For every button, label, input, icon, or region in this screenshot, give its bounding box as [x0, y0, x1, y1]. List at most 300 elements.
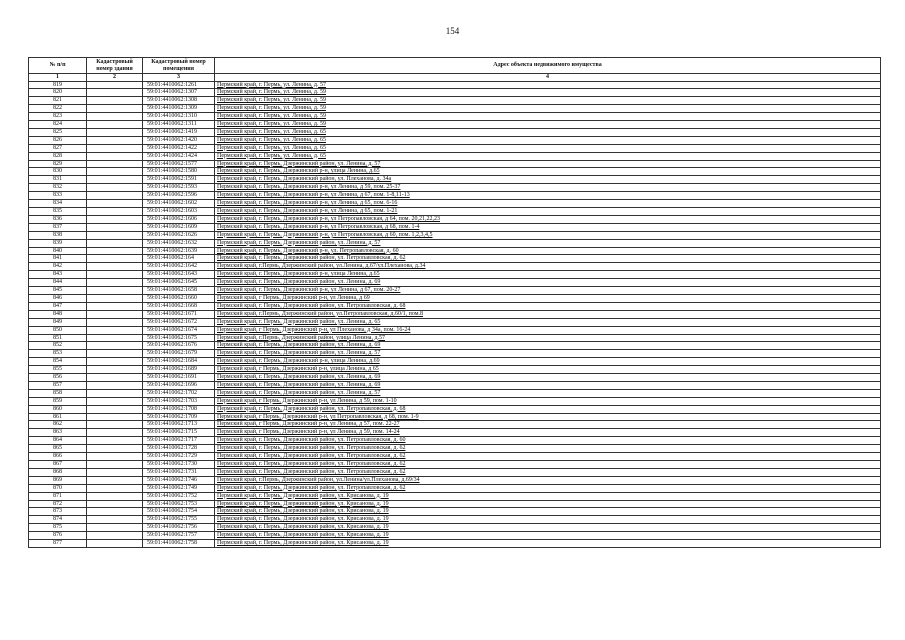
- premises-cadastral-cell: 59:01:4410062:1609: [143, 223, 215, 231]
- building-cadastral-cell: [87, 476, 143, 484]
- building-cadastral-cell: [87, 263, 143, 271]
- row-number: 827: [29, 144, 87, 152]
- row-number: 841: [29, 255, 87, 263]
- premises-cadastral-cell: 59:01:4410062:1419: [143, 128, 215, 136]
- building-cadastral-cell: [87, 366, 143, 374]
- table-row: [29, 215, 881, 223]
- premises-cadastral-cell: 59:01:4410062:1671: [143, 310, 215, 318]
- row-number: 819: [29, 81, 87, 89]
- address-cell: Пермский край, г. Пермь, ул. Ленина, д. 59: [215, 97, 881, 105]
- table-row: [29, 152, 881, 160]
- premises-cadastral-cell: 59:01:4410062:1420: [143, 136, 215, 144]
- premises-cadastral-cell: 59:01:4410062:1591: [143, 176, 215, 184]
- table-row: [29, 136, 881, 144]
- address-cell: Пермский край, г.Пермь, Дзержинский район, ул.Петропавловская, д.60/1, пом.8: [215, 310, 881, 318]
- premises-cadastral-cell: 59:01:4410062:1696: [143, 381, 215, 389]
- row-number: 824: [29, 121, 87, 129]
- table-row: [29, 287, 881, 295]
- building-cadastral-cell: [87, 176, 143, 184]
- address-cell: Пермский край, г. Пермь, Дзержинский р-н, улица Ленина, д.69: [215, 358, 881, 366]
- table-row: [29, 247, 881, 255]
- header-number: № п/п: [29, 58, 87, 74]
- premises-cadastral-cell: 59:01:4410062:1261: [143, 81, 215, 89]
- row-number: 843: [29, 271, 87, 279]
- row-number: 840: [29, 247, 87, 255]
- building-cadastral-cell: [87, 231, 143, 239]
- table-row: [29, 144, 881, 152]
- address-cell: Пермский край, г. Пермь, Дзержинский р-н, улица Ленина, д.65: [215, 271, 881, 279]
- building-cadastral-cell: [87, 484, 143, 492]
- row-number: 850: [29, 326, 87, 334]
- address-cell: Пермский край, г Пермь, Дзержинский р-н, ул Петропавловская, д 68, пом. 1-9: [215, 413, 881, 421]
- premises-cadastral-cell: 59:01:4410062:1606: [143, 215, 215, 223]
- premises-cadastral-cell: 59:01:4410062:1728: [143, 445, 215, 453]
- building-cadastral-cell: [87, 160, 143, 168]
- premises-cadastral-cell: 59:01:4410062:1746: [143, 476, 215, 484]
- row-number: 861: [29, 413, 87, 421]
- building-cadastral-cell: [87, 192, 143, 200]
- building-cadastral-cell: [87, 500, 143, 508]
- table-row: [29, 429, 881, 437]
- table-row: [29, 271, 881, 279]
- premises-cadastral-cell: 59:01:4410062:1422: [143, 144, 215, 152]
- premises-cadastral-cell: 59:01:4410062:1702: [143, 389, 215, 397]
- row-number: 860: [29, 405, 87, 413]
- building-cadastral-cell: [87, 540, 143, 548]
- table-row: [29, 310, 881, 318]
- address-cell: Пермский край, г. Пермь, Дзержинский район, ул. Петропавловская, д. 60: [215, 437, 881, 445]
- page-number: 154: [445, 26, 460, 36]
- premises-cadastral-cell: 59:01:4410062:1626: [143, 231, 215, 239]
- table-row: [29, 208, 881, 216]
- building-cadastral-cell: [87, 492, 143, 500]
- building-cadastral-cell: [87, 461, 143, 469]
- row-number: 828: [29, 152, 87, 160]
- address-cell: Пермский край, г. Пермь, ул. Ленина, д. 59: [215, 89, 881, 97]
- row-number: 857: [29, 381, 87, 389]
- building-cadastral-cell: [87, 445, 143, 453]
- row-number: 859: [29, 397, 87, 405]
- row-number: 876: [29, 532, 87, 540]
- premises-cadastral-cell: 59:01:4410062:1639: [143, 247, 215, 255]
- premises-cadastral-cell: 59:01:4410062:1596: [143, 192, 215, 200]
- building-cadastral-cell: [87, 89, 143, 97]
- premises-cadastral-cell: 59:01:4410062:1731: [143, 468, 215, 476]
- address-cell: Пермский край, г. Пермь, Дзержинский район, ул. Крисанова, д. 19: [215, 540, 881, 548]
- premises-cadastral-cell: 59:01:4410062:1709: [143, 413, 215, 421]
- building-cadastral-cell: [87, 334, 143, 342]
- building-cadastral-cell: [87, 358, 143, 366]
- address-cell: Пермский край, г. Пермь, Дзержинский район, ул. Крисанова, д. 19: [215, 524, 881, 532]
- row-number: 851: [29, 334, 87, 342]
- row-number: 853: [29, 350, 87, 358]
- row-number: 874: [29, 516, 87, 524]
- row-number: 873: [29, 508, 87, 516]
- table-row: [29, 184, 881, 192]
- address-cell: Пермский край, г. Пермь, Дзержинский р-н, ул Ленина, д 59, пом. 25-37: [215, 184, 881, 192]
- row-number: 855: [29, 366, 87, 374]
- address-cell: Пермский край, г. Пермь, Дзержинский р-н, улица Ленина, д.65: [215, 168, 881, 176]
- address-cell: Пермский край, г. Пермь, Дзержинский район, ул. Крисанова, д. 19: [215, 492, 881, 500]
- row-number: 854: [29, 358, 87, 366]
- premises-cadastral-cell: 59:01:4410062:1668: [143, 302, 215, 310]
- address-cell: Пермский край, г Пермь, Дзержинский р-н, ул Плеханова, д 34а, пом. 16-24: [215, 326, 881, 334]
- address-cell: Пермский край, г.Пермь, Дзержинский район, ул.Ленина, д.67/ул.Плеханова, д.34: [215, 263, 881, 271]
- row-number: 871: [29, 492, 87, 500]
- building-cadastral-cell: [87, 105, 143, 113]
- address-cell: Пермский край, г. Пермь, Дзержинский р-н, ул Петропавловская, д 60, пом. 1,2,3,4,5: [215, 231, 881, 239]
- table-row: [29, 302, 881, 310]
- building-cadastral-cell: [87, 215, 143, 223]
- premises-cadastral-cell: 59:01:4410062:1757: [143, 532, 215, 540]
- building-cadastral-cell: [87, 144, 143, 152]
- address-cell: Пермский край, г. Пермь, Дзержинский район, ул. Крисанова, д. 19: [215, 508, 881, 516]
- table-row: [29, 121, 881, 129]
- address-cell: Пермский край, г. Пермь, Дзержинский р-н, ул Ленина, д 67, пом. 1-8,11-13: [215, 192, 881, 200]
- table-row: [29, 200, 881, 208]
- table-row: [29, 223, 881, 231]
- building-cadastral-cell: [87, 429, 143, 437]
- table-row: [29, 168, 881, 176]
- row-number: 862: [29, 421, 87, 429]
- table-body: [29, 81, 881, 547]
- building-cadastral-cell: [87, 524, 143, 532]
- building-cadastral-cell: [87, 271, 143, 279]
- premises-cadastral-cell: 59:01:4410062:1754: [143, 508, 215, 516]
- address-cell: Пермский край, г. Пермь, Дзержинский район, ул. Ленина, д. 65: [215, 318, 881, 326]
- building-cadastral-cell: [87, 516, 143, 524]
- table-row: [29, 389, 881, 397]
- table-row: [29, 437, 881, 445]
- address-cell: Пермский край, г. Пермь, Дзержинский район, ул. Ленина, д. 57: [215, 239, 881, 247]
- table-row: [29, 508, 881, 516]
- premises-cadastral-cell: 59:01:4410062:1756: [143, 524, 215, 532]
- row-number: 869: [29, 476, 87, 484]
- premises-cadastral-cell: 59:01:4410062:1674: [143, 326, 215, 334]
- address-cell: Пермский край, г. Пермь, Дзержинский район, ул. Петропавловская, д. 62: [215, 468, 881, 476]
- row-number: 825: [29, 128, 87, 136]
- building-cadastral-cell: [87, 421, 143, 429]
- header-building-cadastral: Кадастровый номер здания: [87, 58, 143, 74]
- premises-cadastral-cell: 59:01:4410062:1684: [143, 358, 215, 366]
- premises-cadastral-cell: 59:01:4410062:1730: [143, 461, 215, 469]
- table-row: [29, 397, 881, 405]
- row-number: 837: [29, 223, 87, 231]
- building-cadastral-cell: [87, 397, 143, 405]
- building-cadastral-cell: [87, 350, 143, 358]
- building-cadastral-cell: [87, 381, 143, 389]
- table-row: [29, 445, 881, 453]
- table-row: [29, 468, 881, 476]
- row-number: 821: [29, 97, 87, 105]
- premises-cadastral-cell: 59:01:4410062:1717: [143, 437, 215, 445]
- address-cell: Пермский край, г. Пермь, Дзержинский район, ул. Ленина, д. 69: [215, 342, 881, 350]
- row-number: 848: [29, 310, 87, 318]
- premises-cadastral-cell: 59:01:4410062:1642: [143, 263, 215, 271]
- premises-cadastral-cell: 59:01:4410062:1577: [143, 160, 215, 168]
- table-row: [29, 421, 881, 429]
- header-address: Адрес объекта недвижимого имущества: [215, 58, 881, 74]
- address-cell: Пермский край, г Пермь, Дзержинский р-н, ул Ленина, д 57, пом. 22-27: [215, 421, 881, 429]
- address-cell: Пермский край, г. Пермь, Дзержинский район, ул. Ленина, д. 57: [215, 389, 881, 397]
- address-cell: Пермский край, г. Пермь, Дзержинский район, ул. Крисанова, д. 19: [215, 532, 881, 540]
- table-row: [29, 105, 881, 113]
- table-row: [29, 160, 881, 168]
- row-number: 823: [29, 113, 87, 121]
- row-number: 867: [29, 461, 87, 469]
- address-cell: Пермский край, г. Пермь, ул. Ленина, д. 65: [215, 152, 881, 160]
- row-number: 831: [29, 176, 87, 184]
- building-cadastral-cell: [87, 168, 143, 176]
- address-cell: Пермский край, г. Пермь, Дзержинский район, ул. Петропавловская, д. 68: [215, 302, 881, 310]
- address-cell: Пермский край, г. Пермь, Дзержинский р-н, ул. Петропавловская, д. 60: [215, 247, 881, 255]
- table-row: [29, 476, 881, 484]
- building-cadastral-cell: [87, 287, 143, 295]
- premises-cadastral-cell: 59:01:4410062:164: [143, 255, 215, 263]
- row-number: 856: [29, 374, 87, 382]
- address-cell: Пермский край, г Пермь, Дзержинский р-н, ул Ленина, д 69: [215, 294, 881, 302]
- address-cell: Пермский край, г. Пермь, Дзержинский р-н, ул Петропавловская, д 64, пом. 20,21,22,23: [215, 215, 881, 223]
- table-row: [29, 405, 881, 413]
- premises-cadastral-cell: 59:01:4410062:1645: [143, 279, 215, 287]
- address-cell: Пермский край, г. Пермь, Дзержинский район, ул. Плеханова, д. 34а: [215, 176, 881, 184]
- address-cell: Пермский край, г. Пермь, Дзержинский р-н, ул Ленина, д 67, пом. 20-27: [215, 287, 881, 295]
- address-cell: Пермский край, г Пермь, Дзержинский р-н, ул Ленина, д 59, пом. 14-24: [215, 429, 881, 437]
- premises-cadastral-cell: 59:01:4410062:1580: [143, 168, 215, 176]
- column-index-1: 1: [29, 74, 87, 82]
- premises-cadastral-cell: 59:01:4410062:1715: [143, 429, 215, 437]
- row-number: 877: [29, 540, 87, 548]
- premises-cadastral-cell: 59:01:4410062:1689: [143, 366, 215, 374]
- address-cell: Пермский край, г. Пермь, Дзержинский район, ул. Крисанова, д. 19: [215, 516, 881, 524]
- table-row: [29, 318, 881, 326]
- address-cell: Пермский край, г Пермь, Дзержинский р-н, ул Ленина, д 59, пом. 1-10: [215, 397, 881, 405]
- table-row: [29, 128, 881, 136]
- row-number: 845: [29, 287, 87, 295]
- premises-cadastral-cell: 59:01:4410062:1676: [143, 342, 215, 350]
- address-cell: Пермский край, г. Пермь, Дзержинский район, ул. Петропавловская, д. 62: [215, 445, 881, 453]
- building-cadastral-cell: [87, 374, 143, 382]
- table-row: [29, 239, 881, 247]
- row-number: 844: [29, 279, 87, 287]
- table-row: [29, 492, 881, 500]
- building-cadastral-cell: [87, 318, 143, 326]
- building-cadastral-cell: [87, 310, 143, 318]
- premises-cadastral-cell: 59:01:4410062:1643: [143, 271, 215, 279]
- table-row: [29, 81, 881, 89]
- row-number: 842: [29, 263, 87, 271]
- premises-cadastral-cell: 59:01:4410062:1758: [143, 540, 215, 548]
- address-cell: Пермский край, г. Пермь, ул. Ленина, д. 57: [215, 81, 881, 89]
- table-row: [29, 97, 881, 105]
- table-row: [29, 484, 881, 492]
- building-cadastral-cell: [87, 294, 143, 302]
- address-cell: Пермский край, г. Пермь, Дзержинский район, ул. Петропавловская, д. 62: [215, 453, 881, 461]
- table-row: [29, 500, 881, 508]
- row-number: 849: [29, 318, 87, 326]
- address-cell: Пермский край, г.Пермь, Дзержинский район, улица Ленина, д.57: [215, 334, 881, 342]
- building-cadastral-cell: [87, 413, 143, 421]
- row-number: 834: [29, 200, 87, 208]
- row-number: 870: [29, 484, 87, 492]
- premises-cadastral-cell: 59:01:4410062:1755: [143, 516, 215, 524]
- row-number: 864: [29, 437, 87, 445]
- table-column-numbers-row: [29, 74, 881, 82]
- address-cell: Пермский край, г. Пермь, Дзержинский район, ул. Петропавловская, д. 68: [215, 405, 881, 413]
- row-number: 830: [29, 168, 87, 176]
- table-header-row: [29, 58, 881, 74]
- table-row: [29, 350, 881, 358]
- building-cadastral-cell: [87, 326, 143, 334]
- table-row: [29, 366, 881, 374]
- building-cadastral-cell: [87, 81, 143, 89]
- table-row: [29, 326, 881, 334]
- building-cadastral-cell: [87, 97, 143, 105]
- table-row: [29, 231, 881, 239]
- premises-cadastral-cell: 59:01:4410062:1311: [143, 121, 215, 129]
- premises-cadastral-cell: 59:01:4410062:1307: [143, 89, 215, 97]
- table-row: [29, 532, 881, 540]
- building-cadastral-cell: [87, 508, 143, 516]
- row-number: 863: [29, 429, 87, 437]
- row-number: 866: [29, 453, 87, 461]
- table-row: [29, 413, 881, 421]
- address-cell: Пермский край, г. Пермь, ул. Ленина, д. 65: [215, 136, 881, 144]
- table-row: [29, 263, 881, 271]
- premises-cadastral-cell: 59:01:4410062:1703: [143, 397, 215, 405]
- building-cadastral-cell: [87, 405, 143, 413]
- column-index-4: 4: [215, 74, 881, 82]
- row-number: 865: [29, 445, 87, 453]
- premises-cadastral-cell: 59:01:4410062:1424: [143, 152, 215, 160]
- address-cell: Пермский край, г. Пермь, ул. Ленина, д. 59: [215, 105, 881, 113]
- row-number: 826: [29, 136, 87, 144]
- table-row: [29, 381, 881, 389]
- building-cadastral-cell: [87, 113, 143, 121]
- premises-cadastral-cell: 59:01:4410062:1632: [143, 239, 215, 247]
- address-cell: Пермский край, г. Пермь, Дзержинский район, ул. Петропавловская, д. 62: [215, 461, 881, 469]
- building-cadastral-cell: [87, 453, 143, 461]
- address-cell: Пермский край, г. Пермь, Дзержинский район, ул. Ленина, д. 69: [215, 279, 881, 287]
- row-number: 875: [29, 524, 87, 532]
- table-row: [29, 342, 881, 350]
- address-cell: Пермский край, г. Пермь, Дзержинский р-н, ул Ленина, д 65, пом. 6-16: [215, 200, 881, 208]
- address-cell: Пермский край, г. Пермь, ул. Ленина, д. 65: [215, 128, 881, 136]
- building-cadastral-cell: [87, 342, 143, 350]
- row-number: 838: [29, 231, 87, 239]
- row-number: 839: [29, 239, 87, 247]
- building-cadastral-cell: [87, 279, 143, 287]
- premises-cadastral-cell: 59:01:4410062:1593: [143, 184, 215, 192]
- address-cell: Пермский край, г. Пермь, Дзержинский р-н, ул Петропавловская, д 68, пом. 1-4: [215, 223, 881, 231]
- premises-cadastral-cell: 59:01:4410062:1729: [143, 453, 215, 461]
- table-row: [29, 516, 881, 524]
- table-row: [29, 176, 881, 184]
- row-number: 872: [29, 500, 87, 508]
- row-number: 852: [29, 342, 87, 350]
- column-index-2: 2: [87, 74, 143, 82]
- address-cell: Пермский край, г. Пермь, Дзержинский район, ул. Ленина, д. 57: [215, 350, 881, 358]
- premises-cadastral-cell: 59:01:4410062:1749: [143, 484, 215, 492]
- building-cadastral-cell: [87, 152, 143, 160]
- table-row: [29, 113, 881, 121]
- building-cadastral-cell: [87, 389, 143, 397]
- address-cell: Пермский край, г. Пермь, Дзержинский район, ул. Петропавловская, д. 62: [215, 255, 881, 263]
- address-cell: Пермский край, г. Пермь, Дзержинский р-н, ул Ленина, д 65, пом. 1-21: [215, 208, 881, 216]
- building-cadastral-cell: [87, 184, 143, 192]
- address-cell: Пермский край, г. Пермь, Дзержинский район, ул. Ленина, д. 57: [215, 160, 881, 168]
- table-row: [29, 453, 881, 461]
- premises-cadastral-cell: 59:01:4410062:1309: [143, 105, 215, 113]
- row-number: 846: [29, 294, 87, 302]
- building-cadastral-cell: [87, 468, 143, 476]
- table-row: [29, 294, 881, 302]
- table-row: [29, 89, 881, 97]
- address-cell: Пермский край, г.Пермь, Дзержинский район, ул.Ленина/ул.Плеханова, д.69/34: [215, 476, 881, 484]
- premises-cadastral-cell: 59:01:4410062:1713: [143, 421, 215, 429]
- row-number: 835: [29, 208, 87, 216]
- address-cell: Пермский край, г. Пермь, Дзержинский район, ул. Ленина, д. 69: [215, 374, 881, 382]
- building-cadastral-cell: [87, 223, 143, 231]
- premises-cadastral-cell: 59:01:4410062:1691: [143, 374, 215, 382]
- table-row: [29, 461, 881, 469]
- property-table: [28, 57, 881, 548]
- table-row: [29, 334, 881, 342]
- building-cadastral-cell: [87, 255, 143, 263]
- address-cell: Пермский край, г. Пермь, Дзержинский район, ул. Петропавловская, д. 62: [215, 484, 881, 492]
- row-number: 833: [29, 192, 87, 200]
- address-cell: Пермский край, г Пермь, Дзержинский р-н, улица Ленина, д 65: [215, 366, 881, 374]
- table-row: [29, 540, 881, 548]
- row-number: 820: [29, 89, 87, 97]
- building-cadastral-cell: [87, 437, 143, 445]
- building-cadastral-cell: [87, 247, 143, 255]
- premises-cadastral-cell: 59:01:4410062:1672: [143, 318, 215, 326]
- row-number: 868: [29, 468, 87, 476]
- premises-cadastral-cell: 59:01:4410062:1708: [143, 405, 215, 413]
- address-cell: Пермский край, г. Пермь, ул. Ленина, д. 59: [215, 121, 881, 129]
- building-cadastral-cell: [87, 532, 143, 540]
- building-cadastral-cell: [87, 121, 143, 129]
- row-number: 832: [29, 184, 87, 192]
- header-premises-cadastral: Кадастровый номер помещения: [143, 58, 215, 74]
- premises-cadastral-cell: 59:01:4410062:1660: [143, 294, 215, 302]
- premises-cadastral-cell: 59:01:4410062:1308: [143, 97, 215, 105]
- premises-cadastral-cell: 59:01:4410062:1752: [143, 492, 215, 500]
- column-index-3: 3: [143, 74, 215, 82]
- table-row: [29, 524, 881, 532]
- building-cadastral-cell: [87, 136, 143, 144]
- building-cadastral-cell: [87, 200, 143, 208]
- table-row: [29, 255, 881, 263]
- premises-cadastral-cell: 59:01:4410062:1675: [143, 334, 215, 342]
- premises-cadastral-cell: 59:01:4410062:1679: [143, 350, 215, 358]
- row-number: 829: [29, 160, 87, 168]
- row-number: 858: [29, 389, 87, 397]
- row-number: 847: [29, 302, 87, 310]
- address-cell: Пермский край, г. Пермь, Дзержинский район, ул. Крисанова, д. 19: [215, 500, 881, 508]
- building-cadastral-cell: [87, 302, 143, 310]
- address-cell: Пермский край, г. Пермь, ул. Ленина, д. 65: [215, 144, 881, 152]
- premises-cadastral-cell: 59:01:4410062:1310: [143, 113, 215, 121]
- premises-cadastral-cell: 59:01:4410062:1753: [143, 500, 215, 508]
- building-cadastral-cell: [87, 128, 143, 136]
- row-number: 836: [29, 215, 87, 223]
- table-row: [29, 279, 881, 287]
- building-cadastral-cell: [87, 208, 143, 216]
- table-row: [29, 192, 881, 200]
- premises-cadastral-cell: 59:01:4410062:1658: [143, 287, 215, 295]
